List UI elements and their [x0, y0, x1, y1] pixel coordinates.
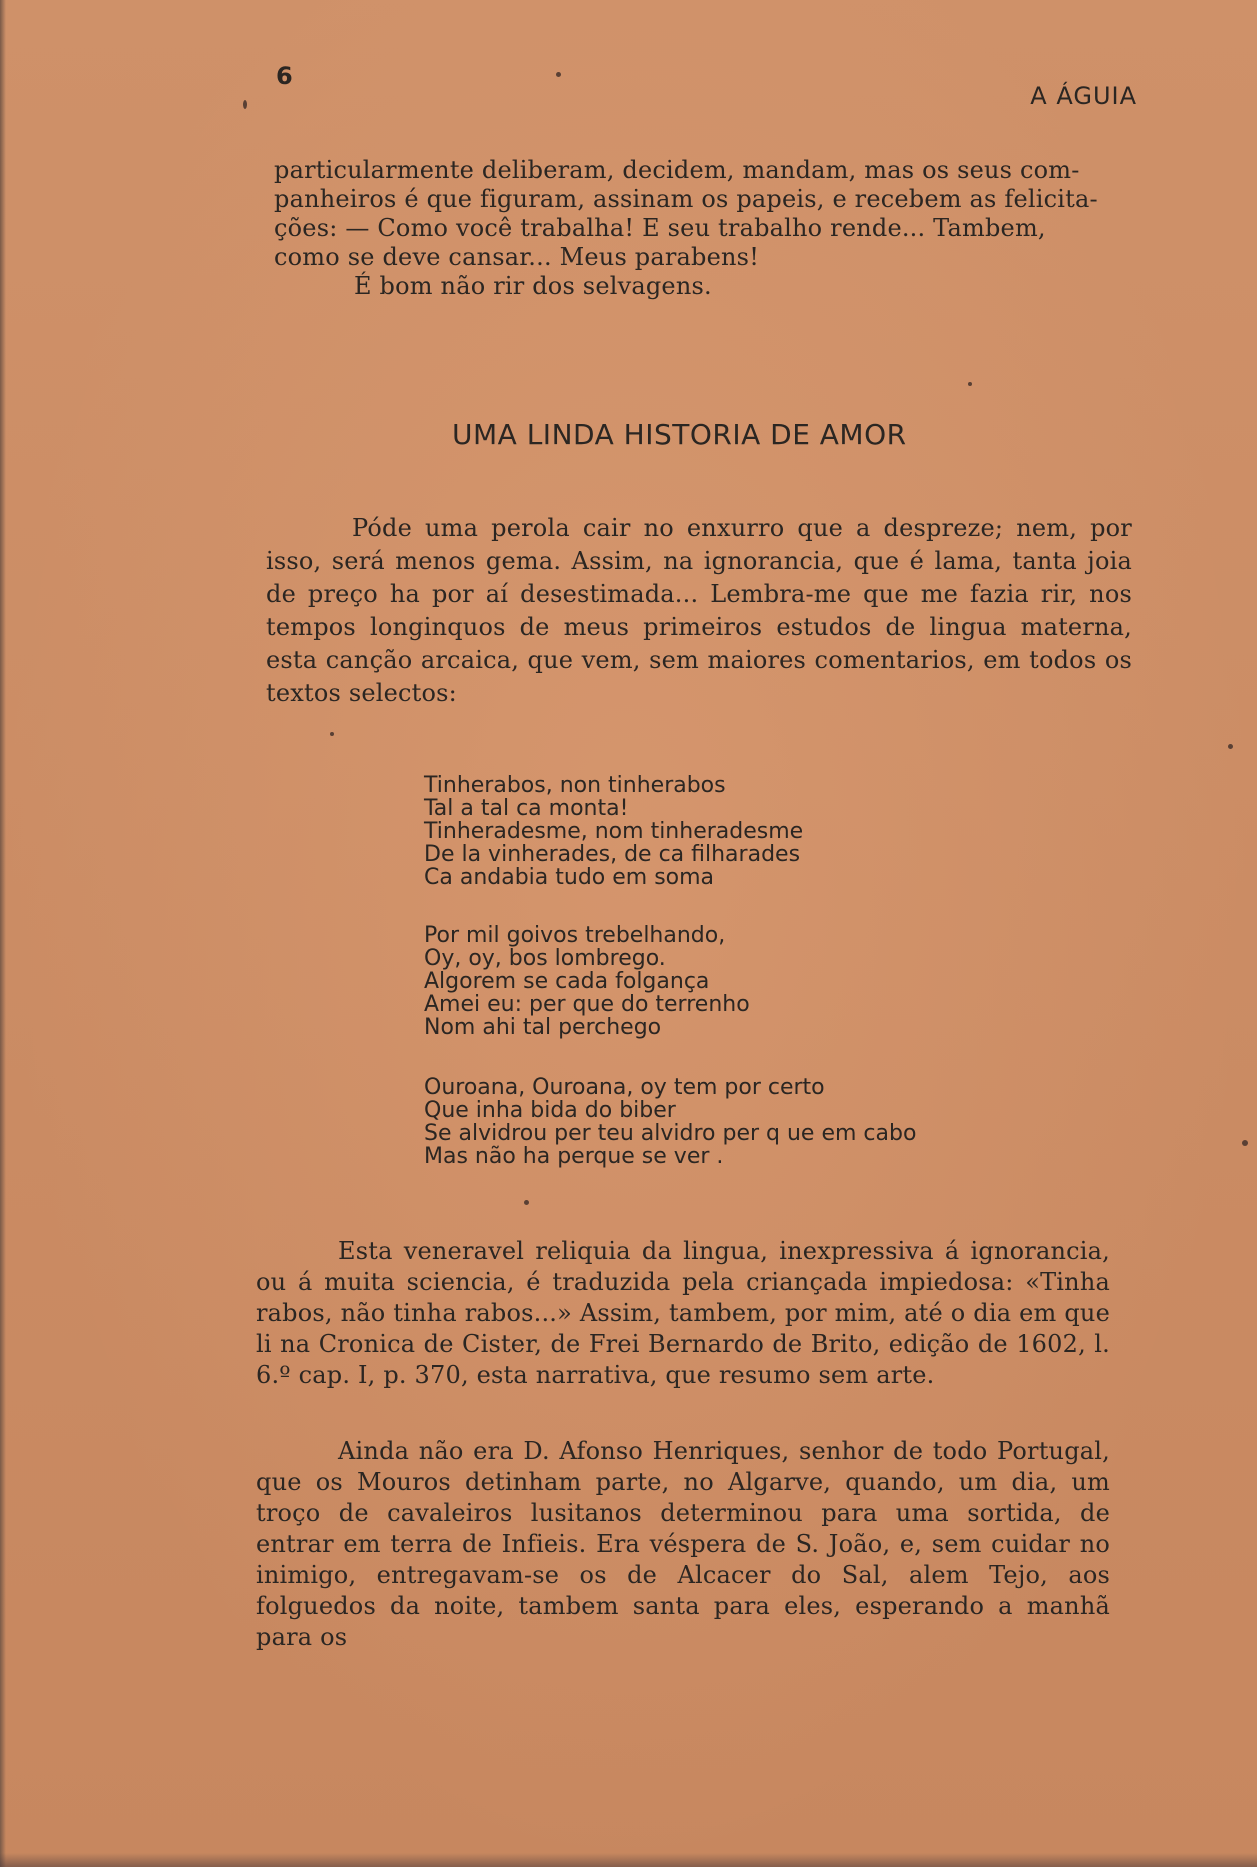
text-line: como se deve cansar... Meus parabens! — [274, 243, 760, 271]
text-line: ções: — Como você trabalha! E seu trabalho rende... Tambem, — [274, 214, 1046, 242]
poem-line: Ca andabia tudo em soma — [424, 865, 715, 890]
poem-line: Por mil goivos trebelhando, — [424, 923, 726, 948]
poem-line: Oy, oy, bos lombrego. — [424, 946, 666, 971]
running-title: A ÁGUIA — [1030, 82, 1137, 110]
poem-line: Se alvidrou per teu alvidro per q ue em cabo — [424, 1121, 917, 1146]
paper-speck — [556, 72, 561, 77]
page-bottom-edge — [0, 1853, 1257, 1867]
text-line: particularmente deliberam, decidem, mandam, mas os seus com- — [274, 156, 1080, 184]
poem-line: Ouroana, Ouroana, oy tem por certo — [424, 1075, 825, 1100]
poem-line: Tinherabos, non tinherabos — [424, 773, 726, 798]
poem-line: Nom ahi tal perchego — [424, 1015, 662, 1040]
paper-speck — [1228, 744, 1233, 749]
paper-speck — [330, 732, 334, 736]
poem-line: Que inha bida do biber — [424, 1098, 676, 1123]
paragraph-narrative: Ainda não era D. Afonso Henriques, senhor de todo Portugal, que os Mouros detinham parte, no Algarve, quando, um dia, um troço de cavaleiros lusitanos determinou para uma sortida, de entrar em terra de Infieis. Era véspera de S. João, e, sem cuidar no inimigo, entregavam-se os de Alcacer do Sal, alem Tejo, aos folguedos da noite, tambem santa para eles, esperando a manhã para os — [256, 1437, 1110, 1651]
poem-line: Mas não ha perque se ver . — [424, 1144, 724, 1169]
poem-line: De la vinherades, de ca filharades — [424, 842, 801, 867]
poem-stanza-3 — [424, 1076, 1024, 1168]
poem-line: Amei eu: per que do terrenho — [424, 992, 750, 1017]
poem-stanza-1 — [424, 774, 1024, 889]
paper-speck — [243, 100, 247, 109]
poem-line: Tinheradesme, nom tinheradesme — [424, 819, 804, 844]
paragraph-reliquia: Esta veneravel reliquia da lingua, inexpressiva á ignorancia, ou á muita sciencia, é traduzida pela criançada impiedosa: «Tinha rabos, não tinha rabos...» Assim, tambem, por mim, até o dia em que li na Cronica de Cister, de Frei Bernardo de Brito, edição de 1602, l. 6.º cap. I, p. 370, esta narrativa, que resumo sem arte. — [256, 1237, 1110, 1389]
poem-line: Algorem se cada folgança — [424, 969, 710, 994]
poem-line: Tal a tal ca monta! — [424, 796, 629, 821]
text-line: panheiros é que figuram, assinam os papeis, e recebem as felicita- — [274, 185, 1098, 213]
text-line: É bom não rir dos selvagens. — [354, 272, 712, 300]
paragraph-opening — [274, 156, 1134, 301]
page-number: 6 — [276, 62, 293, 90]
poem-stanza-2 — [424, 924, 1024, 1039]
page-binding-edge — [0, 0, 6, 1867]
paragraph-intro: Póde uma perola cair no enxurro que a despreze; nem, por isso, será menos gema. Assim, na ignorancia, que é lama, tanta joia de preço ha por aí desestimada... Lembra-me que me fazia rir, nos tempos longinquos de meus primeiros estudos de lingua materna, esta canção arcaica, que vem, sem maiores comentarios, em todos os textos selectos: — [266, 514, 1132, 707]
section-title: UMA LINDA HISTORIA DE AMOR — [452, 418, 907, 451]
paper-speck — [1242, 1140, 1248, 1146]
paper-speck — [968, 382, 972, 386]
paper-speck — [524, 1200, 529, 1205]
